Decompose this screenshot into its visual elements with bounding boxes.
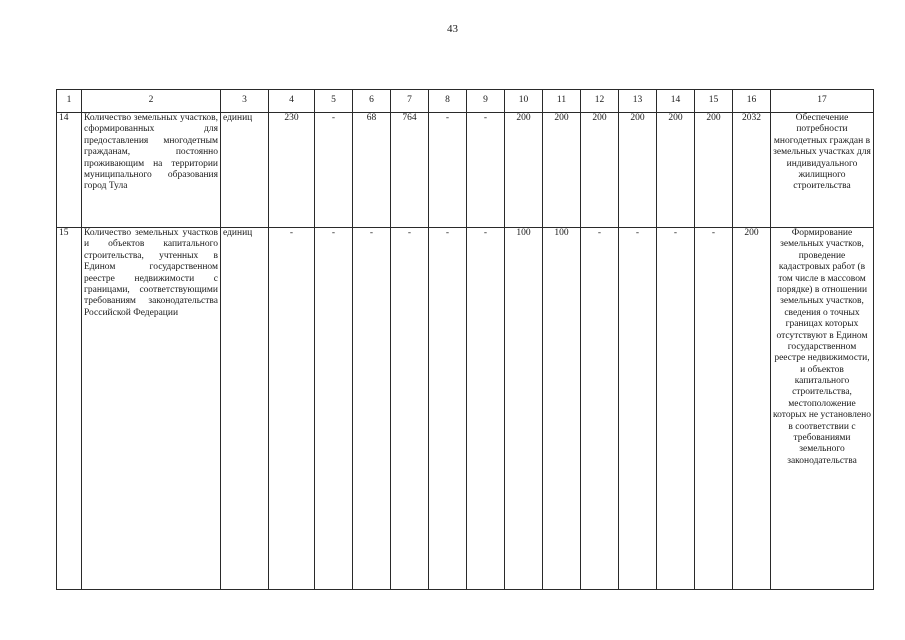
- value-cell: 200: [543, 113, 581, 228]
- header-cell: 5: [315, 90, 353, 113]
- value-cell: -: [391, 228, 429, 590]
- note-cell: Формирование земельных участков, проведение кадастровых работ (в том числе в массовом порядке) в отношении земельных участков, сведения о точных границах которых отсутствуют в Едином государственном реестре недвижимости, и объектов капитального строительства, местоположение которых не установлено в соответствии с требованиями земельного законодательства: [771, 228, 874, 590]
- unit-cell: единиц: [221, 228, 269, 590]
- value-cell: -: [467, 113, 505, 228]
- header-row: [57, 90, 874, 113]
- value-cell: 200: [505, 113, 543, 228]
- row-number: 15: [57, 228, 82, 590]
- table-row: [57, 228, 874, 590]
- row-number: 14: [57, 113, 82, 228]
- value-cell: 230: [269, 113, 315, 228]
- value-cell: -: [315, 228, 353, 590]
- header-cell: 3: [221, 90, 269, 113]
- value-cell: -: [695, 228, 733, 590]
- header-cell: 1: [57, 90, 82, 113]
- header-cell: 13: [619, 90, 657, 113]
- value-cell: 200: [733, 228, 771, 590]
- unit-cell: единиц: [221, 113, 269, 228]
- value-cell: 100: [505, 228, 543, 590]
- value-cell: -: [467, 228, 505, 590]
- indicator-description: Количество земельных участков, сформированных для предоставления многодетным гражданам, постоянно проживающим на территории муниципального образования город Тула: [82, 113, 221, 228]
- value-cell: 68: [353, 113, 391, 228]
- value-cell: -: [269, 228, 315, 590]
- note-cell: Обеспечение потребности многодетных граждан в земельных участках для индивидуального жилищного строительства: [771, 113, 874, 228]
- page-number: 43: [447, 23, 458, 35]
- header-cell: 4: [269, 90, 315, 113]
- value-cell: 200: [581, 113, 619, 228]
- value-cell: 2032: [733, 113, 771, 228]
- header-cell: 12: [581, 90, 619, 113]
- value-cell: -: [315, 113, 353, 228]
- header-cell: 15: [695, 90, 733, 113]
- value-cell: -: [657, 228, 695, 590]
- header-cell: 2: [82, 90, 221, 113]
- value-cell: 200: [619, 113, 657, 228]
- header-cell: 17: [771, 90, 874, 113]
- value-cell: -: [581, 228, 619, 590]
- header-cell: 8: [429, 90, 467, 113]
- header-cell: 6: [353, 90, 391, 113]
- header-cell: 10: [505, 90, 543, 113]
- value-cell: -: [429, 228, 467, 590]
- value-cell: 100: [543, 228, 581, 590]
- value-cell: -: [353, 228, 391, 590]
- data-table: [56, 89, 874, 590]
- header-cell: 14: [657, 90, 695, 113]
- indicator-description: Количество земельных участков и объектов капитального строительства, учтенных в Едином государственном реестре недвижимости с границами, соответствующими требованиям законодательства Российской Федерации: [82, 228, 221, 590]
- table-row: [57, 113, 874, 228]
- header-cell: 11: [543, 90, 581, 113]
- value-cell: 200: [695, 113, 733, 228]
- header-cell: 16: [733, 90, 771, 113]
- value-cell: 764: [391, 113, 429, 228]
- value-cell: -: [429, 113, 467, 228]
- header-cell: 7: [391, 90, 429, 113]
- value-cell: 200: [657, 113, 695, 228]
- header-cell: 9: [467, 90, 505, 113]
- value-cell: -: [619, 228, 657, 590]
